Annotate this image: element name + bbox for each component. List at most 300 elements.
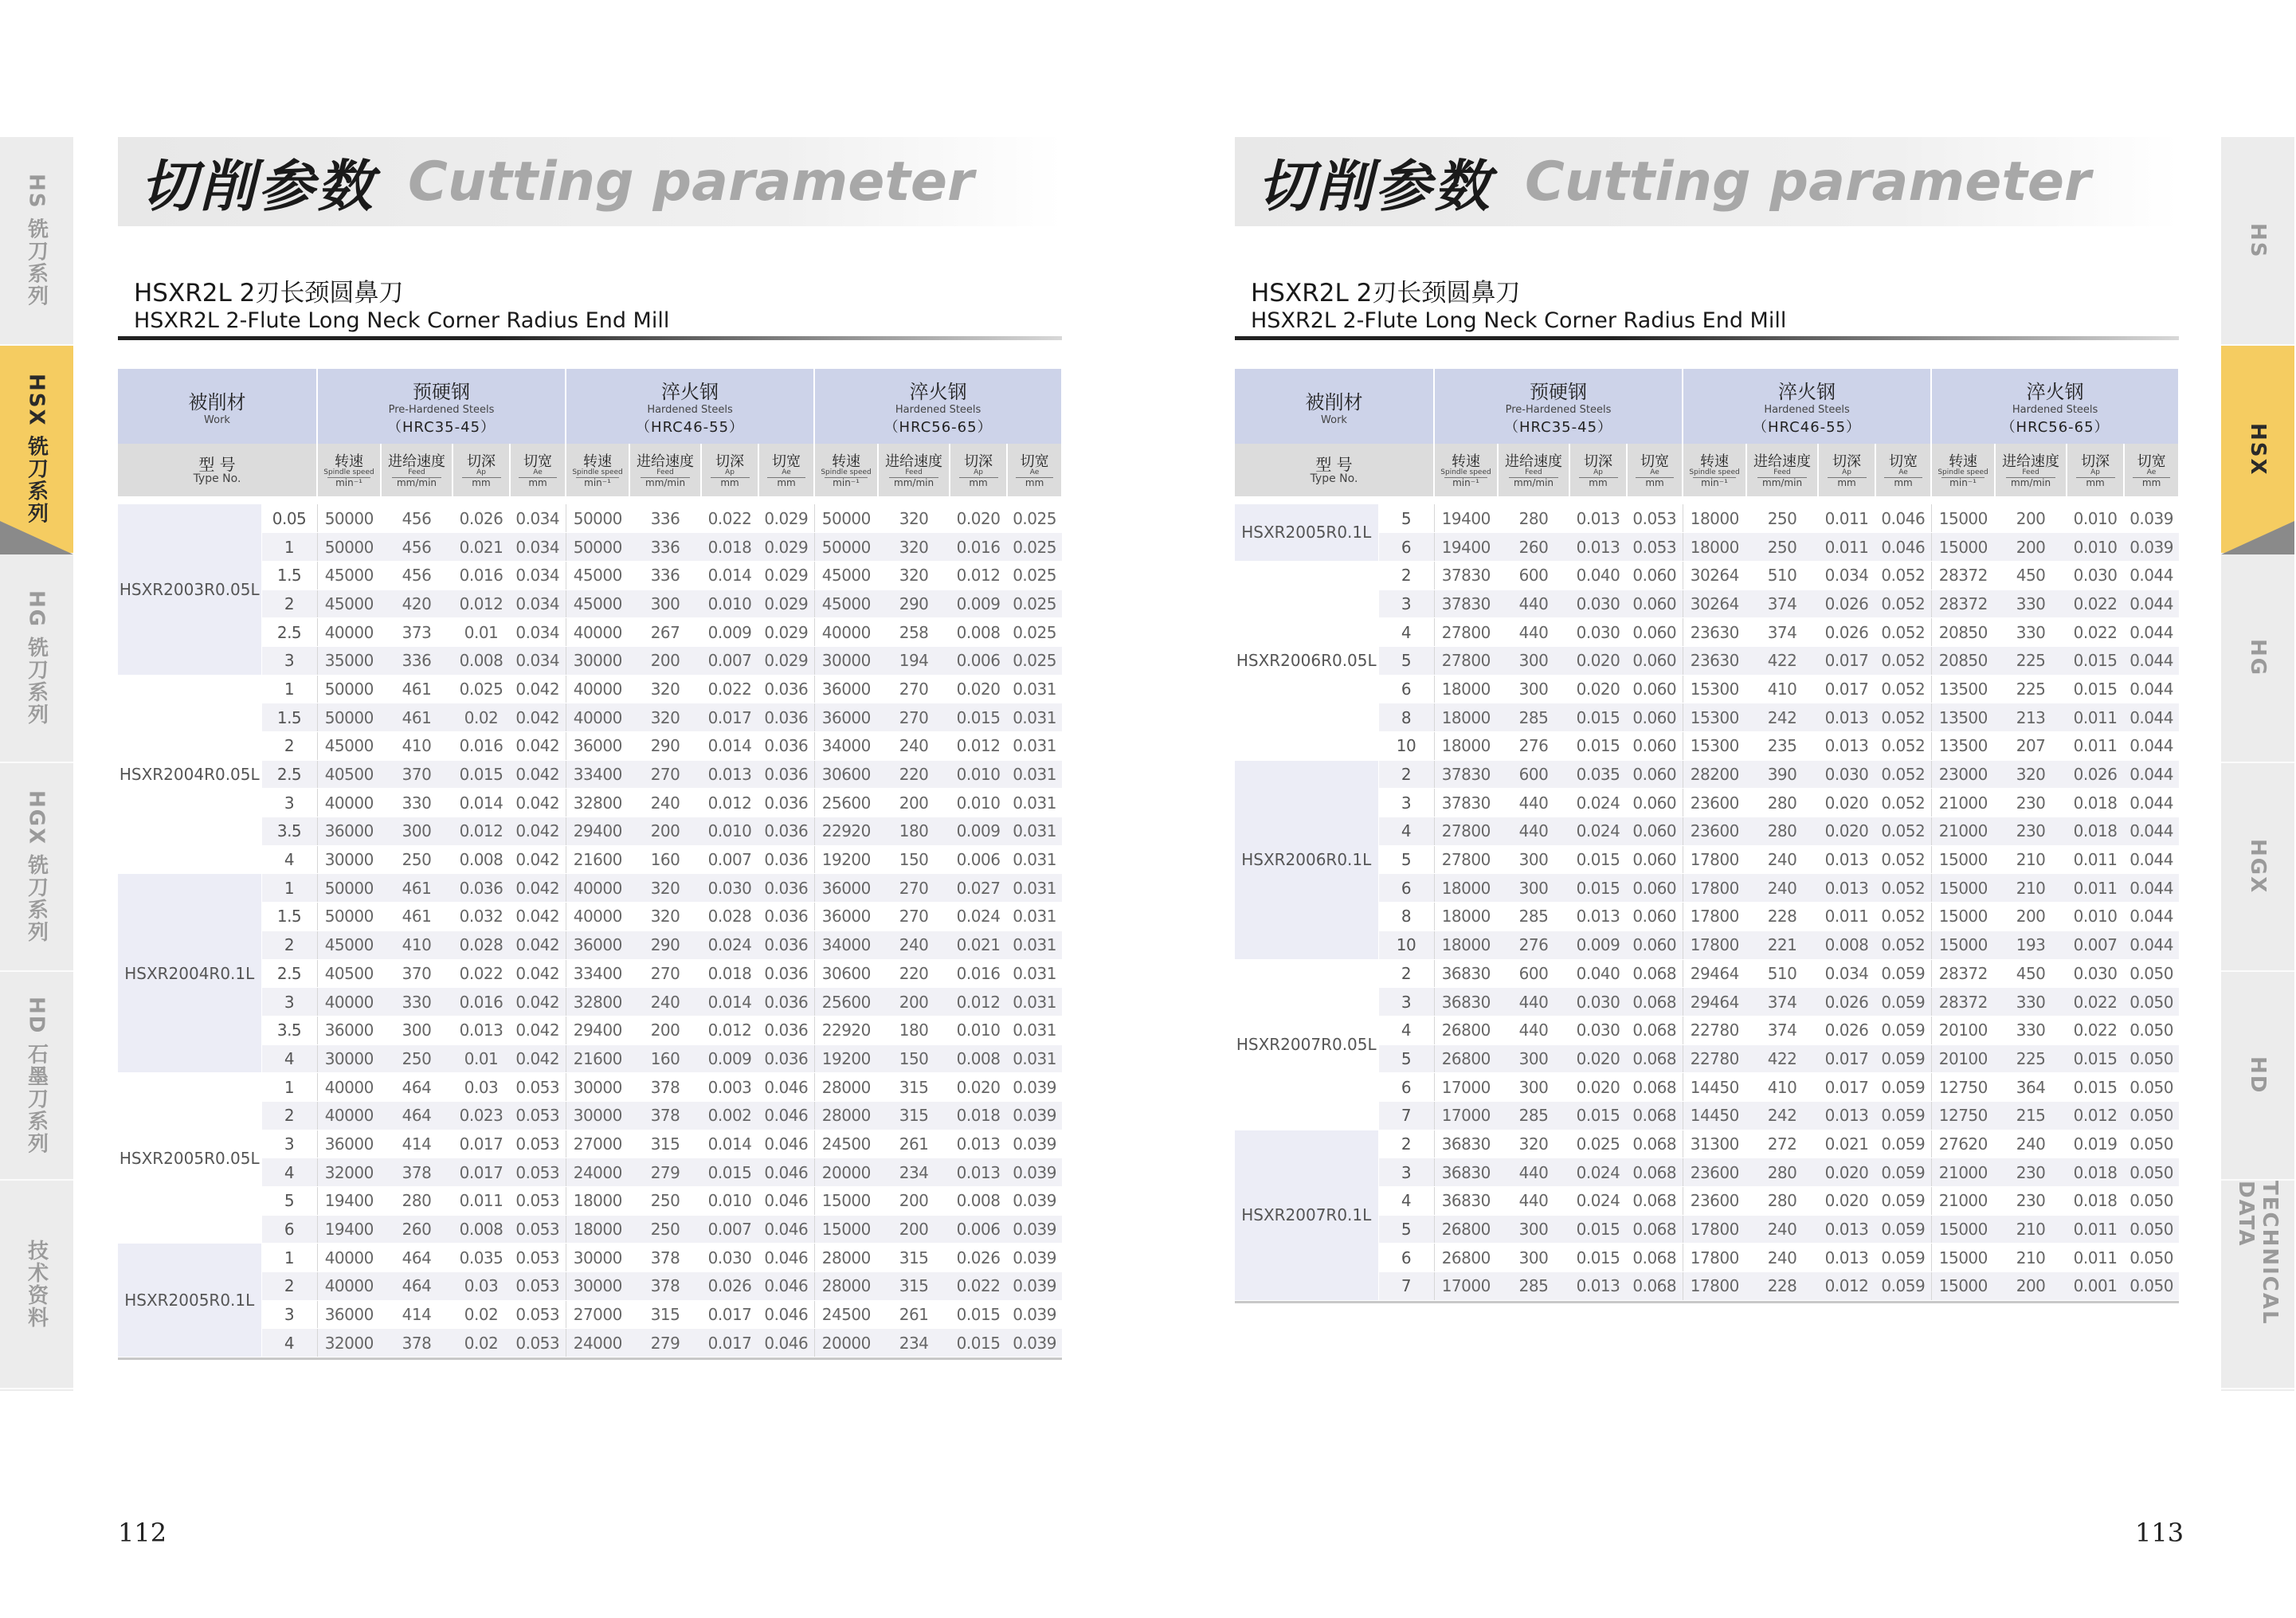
value-cell: 0.008: [453, 845, 510, 874]
value-cell: 510: [1746, 959, 1818, 988]
value-cell: 220: [878, 959, 950, 988]
diameter-cell: 2: [1378, 561, 1434, 590]
value-cell: 0.036: [758, 732, 814, 761]
type-header: [1235, 444, 1434, 496]
value-cell: 0.008: [950, 1044, 1007, 1073]
diameter-cell: 4: [261, 1044, 317, 1073]
param-en: Spindle speed: [821, 468, 872, 477]
left-page: [118, 137, 1062, 1360]
value-cell: 200: [1995, 504, 2067, 533]
type-header: [118, 444, 317, 496]
value-cell: 0.060: [1627, 590, 1683, 618]
value-cell: 37830: [1434, 789, 1498, 817]
value-cell: 20850: [1931, 646, 1995, 675]
diameter-cell: 5: [1378, 845, 1434, 874]
value-cell: 200: [878, 789, 950, 817]
value-cell: 0.060: [1627, 646, 1683, 675]
param-unit: min⁻¹: [825, 477, 868, 488]
value-cell: 0.017: [1818, 646, 1875, 675]
diameter-cell: 4: [1378, 1016, 1434, 1044]
value-cell: 0.036: [758, 675, 814, 703]
value-cell: 0.039: [1007, 1300, 1062, 1329]
param-unit: mm: [2133, 477, 2170, 488]
value-cell: 17800: [1683, 1244, 1746, 1272]
param-header: [1746, 444, 1818, 496]
value-cell: 0.008: [1818, 930, 1875, 959]
value-cell: 0.029: [758, 646, 814, 675]
value-cell: 20000: [814, 1329, 878, 1357]
value-cell: 0.015: [2067, 646, 2124, 675]
work-header: [118, 369, 317, 444]
value-cell: 21000: [1931, 817, 1995, 846]
param-en: Spindle speed: [1937, 468, 1988, 477]
value-cell: 20850: [1931, 618, 1995, 647]
value-cell: 280: [1746, 789, 1818, 817]
param-cn: 切宽: [1640, 452, 1670, 470]
value-cell: 250: [381, 1044, 453, 1073]
value-cell: 258: [878, 618, 950, 647]
diameter-cell: 8: [1378, 703, 1434, 732]
value-cell: 40000: [317, 1244, 381, 1272]
value-cell: 300: [1498, 874, 1569, 903]
value-cell: 0.020: [1818, 1187, 1875, 1216]
param-en: Feed: [656, 468, 674, 477]
type-cn: 型 号: [1315, 455, 1353, 475]
value-cell: 0.012: [701, 1016, 758, 1044]
side-tab[interactable]: [0, 763, 73, 972]
table-row: [1235, 959, 2179, 988]
value-cell: 0.011: [2067, 1215, 2124, 1244]
value-cell: 0.030: [1569, 590, 1627, 618]
value-cell: 300: [1498, 646, 1569, 675]
value-cell: 40000: [317, 1101, 381, 1130]
value-cell: 320: [878, 561, 950, 590]
value-cell: 28372: [1931, 561, 1995, 590]
param-cn: 切深: [1584, 452, 1612, 470]
value-cell: 0.025: [1007, 533, 1062, 562]
product-title-cn: HSXR2L 2刃长颈圆鼻刀: [1251, 279, 1521, 308]
value-cell: 200: [878, 988, 950, 1017]
value-cell: 0.068: [1627, 988, 1683, 1017]
value-cell: 0.053: [510, 1158, 566, 1187]
value-cell: 0.046: [758, 1329, 814, 1357]
diameter-cell: 3: [1378, 988, 1434, 1017]
value-cell: 0.032: [453, 903, 510, 931]
diameter-cell: 4: [1378, 817, 1434, 846]
param-en: Feed: [408, 468, 425, 477]
value-cell: 0.013: [453, 1016, 510, 1044]
value-cell: 23600: [1683, 1187, 1746, 1216]
value-cell: 0.052: [1875, 760, 1931, 789]
value-cell: 0.024: [701, 930, 758, 959]
diameter-cell: 3: [1378, 789, 1434, 817]
side-tab[interactable]: [0, 137, 73, 346]
value-cell: 0.02: [453, 703, 510, 732]
diameter-cell: 1: [261, 675, 317, 703]
value-cell: 225: [1995, 646, 2067, 675]
value-cell: 464: [381, 1073, 453, 1102]
value-cell: 36000: [566, 732, 629, 761]
param-header: [1007, 444, 1062, 496]
value-cell: 0.021: [453, 533, 510, 562]
value-cell: 22920: [814, 817, 878, 846]
side-tab[interactable]: [0, 1181, 73, 1389]
value-cell: 0.026: [950, 1244, 1007, 1272]
product-title-en: HSXR2L 2-Flute Long Neck Corner Radius End Mill: [134, 308, 670, 333]
side-tab[interactable]: [2221, 346, 2294, 554]
value-cell: 0.039: [1007, 1187, 1062, 1216]
value-cell: 0.015: [701, 1158, 758, 1187]
param-cn: 进给速度: [388, 452, 445, 470]
value-cell: 45000: [814, 590, 878, 618]
table-row: [118, 1073, 1062, 1102]
value-cell: 0.050: [2124, 959, 2179, 988]
value-cell: 0.014: [453, 789, 510, 817]
table-row: [118, 874, 1062, 903]
value-cell: 0.018: [2067, 817, 2124, 846]
value-cell: 0.059: [1875, 1158, 1931, 1187]
material-group-header: [1683, 369, 1931, 444]
value-cell: 0.044: [2124, 561, 2179, 590]
material-cn: 预硬钢: [413, 381, 471, 403]
side-tab-label: TECHNICAL DATA: [2234, 1181, 2282, 1326]
model-name: HSXR2007R0.1L: [1235, 1130, 1378, 1300]
value-cell: 0.068: [1627, 1101, 1683, 1130]
value-cell: 440: [1498, 590, 1569, 618]
value-cell: 0.013: [1569, 504, 1627, 533]
value-cell: 0.013: [1818, 1215, 1875, 1244]
value-cell: 456: [381, 533, 453, 562]
diameter-cell: 2: [1378, 760, 1434, 789]
value-cell: 330: [1995, 988, 2067, 1017]
value-cell: 210: [1995, 845, 2067, 874]
value-cell: 0.011: [2067, 874, 2124, 903]
value-cell: 0.053: [510, 1130, 566, 1158]
value-cell: 27800: [1434, 817, 1498, 846]
param-unit: mm/min: [1757, 477, 1807, 488]
material-en: Hardened Steels: [895, 404, 981, 416]
value-cell: 0.046: [758, 1158, 814, 1187]
value-cell: 0.020: [1569, 646, 1627, 675]
value-cell: 0.017: [453, 1158, 510, 1187]
value-cell: 0.016: [950, 959, 1007, 988]
param-cn: 转速: [1949, 452, 1978, 470]
value-cell: 0.015: [2067, 675, 2124, 703]
param-en: Ae: [1650, 468, 1659, 477]
diameter-cell: 3: [261, 789, 317, 817]
value-cell: 0.016: [453, 988, 510, 1017]
value-cell: 0.050: [2124, 1158, 2179, 1187]
value-cell: 510: [1746, 561, 1818, 590]
title-rule: [1235, 336, 2179, 340]
value-cell: 0.039: [1007, 1073, 1062, 1102]
param-cn: 切宽: [2137, 452, 2166, 470]
value-cell: 0.020: [1569, 1044, 1627, 1073]
value-cell: 330: [1995, 590, 2067, 618]
value-cell: 0.053: [510, 1272, 566, 1301]
value-cell: 17800: [1683, 1215, 1746, 1244]
diameter-cell: 2: [261, 732, 317, 761]
value-cell: 280: [381, 1187, 453, 1216]
value-cell: 40000: [566, 618, 629, 647]
side-tab[interactable]: [2221, 137, 2294, 346]
param-header: [510, 444, 566, 496]
value-cell: 15000: [1931, 845, 1995, 874]
value-cell: 234: [878, 1158, 950, 1187]
type-en: Type No.: [1310, 472, 1358, 486]
header-gap: [118, 496, 1062, 504]
param-header: [2067, 444, 2124, 496]
value-cell: 0.012: [950, 732, 1007, 761]
param-header: [1569, 444, 1627, 496]
value-cell: 27000: [566, 1130, 629, 1158]
value-cell: 272: [1746, 1130, 1818, 1158]
value-cell: 285: [1498, 903, 1569, 931]
value-cell: 0.029: [758, 561, 814, 590]
value-cell: 0.031: [1007, 732, 1062, 761]
value-cell: 279: [629, 1158, 701, 1187]
value-cell: 0.042: [510, 1044, 566, 1073]
value-cell: 200: [1995, 903, 2067, 931]
value-cell: 0.068: [1627, 1073, 1683, 1102]
material-hardness: （HRC46-55）: [636, 419, 745, 436]
param-header: [1875, 444, 1931, 496]
diameter-cell: 6: [1378, 533, 1434, 562]
diameter-cell: 6: [1378, 1244, 1434, 1272]
diameter-cell: 3: [261, 988, 317, 1017]
value-cell: 0.046: [758, 1215, 814, 1244]
value-cell: 32800: [566, 988, 629, 1017]
value-cell: 0.013: [1569, 533, 1627, 562]
value-cell: 370: [381, 959, 453, 988]
value-cell: 213: [1995, 703, 2067, 732]
value-cell: 378: [629, 1272, 701, 1301]
value-cell: 0.015: [1569, 732, 1627, 761]
value-cell: 0.017: [453, 1130, 510, 1158]
param-cn: 切深: [467, 452, 496, 470]
value-cell: 200: [878, 1215, 950, 1244]
value-cell: 0.039: [2124, 504, 2179, 533]
value-cell: 600: [1498, 760, 1569, 789]
param-header: [566, 444, 629, 496]
value-cell: 17800: [1683, 1272, 1746, 1301]
value-cell: 320: [629, 874, 701, 903]
value-cell: 210: [1995, 1215, 2067, 1244]
param-cn: 切宽: [1020, 452, 1049, 470]
value-cell: 0.021: [1818, 1130, 1875, 1158]
value-cell: 0.059: [1875, 988, 1931, 1017]
value-cell: 240: [1995, 1130, 2067, 1158]
value-cell: 270: [629, 760, 701, 789]
value-cell: 320: [629, 675, 701, 703]
value-cell: 0.015: [1569, 703, 1627, 732]
value-cell: 15000: [1931, 504, 1995, 533]
value-cell: 300: [1498, 1244, 1569, 1272]
value-cell: 280: [1746, 1158, 1818, 1187]
value-cell: 330: [1995, 618, 2067, 647]
value-cell: 0.052: [1875, 817, 1931, 846]
value-cell: 50000: [814, 533, 878, 562]
value-cell: 0.031: [1007, 1044, 1062, 1073]
value-cell: 0.028: [453, 930, 510, 959]
header-row-params: [1235, 444, 2179, 496]
value-cell: 320: [629, 903, 701, 931]
value-cell: 30000: [317, 845, 381, 874]
value-cell: 0.015: [1569, 845, 1627, 874]
value-cell: 0.012: [950, 561, 1007, 590]
value-cell: 0.042: [510, 817, 566, 846]
table-body: [1235, 504, 2179, 1300]
value-cell: 0.023: [453, 1101, 510, 1130]
value-cell: 50000: [566, 504, 629, 533]
value-cell: 300: [1498, 845, 1569, 874]
diameter-cell: 1: [261, 1073, 317, 1102]
value-cell: 50000: [317, 675, 381, 703]
side-tab[interactable]: [2221, 972, 2294, 1181]
value-cell: 250: [1746, 504, 1818, 533]
value-cell: 240: [878, 732, 950, 761]
value-cell: 0.036: [758, 1044, 814, 1073]
value-cell: 422: [1746, 646, 1818, 675]
param-unit: mm: [1579, 477, 1618, 488]
value-cell: 600: [1498, 561, 1569, 590]
value-cell: 0.022: [701, 675, 758, 703]
value-cell: 440: [1498, 988, 1569, 1017]
param-unit: mm/min: [889, 477, 938, 488]
value-cell: 0.036: [758, 959, 814, 988]
value-cell: 279: [629, 1329, 701, 1357]
side-tab-label: HS 铣刀系列: [24, 174, 49, 308]
value-cell: 23600: [1683, 789, 1746, 817]
side-tab[interactable]: [2221, 763, 2294, 972]
value-cell: 240: [629, 988, 701, 1017]
value-cell: 0.046: [758, 1130, 814, 1158]
value-cell: 0.050: [2124, 1101, 2179, 1130]
value-cell: 0.019: [2067, 1130, 2124, 1158]
param-header: [1818, 444, 1875, 496]
title-cn: 切削参数: [1257, 153, 1493, 219]
value-cell: 0.030: [2067, 561, 2124, 590]
value-cell: 13500: [1931, 732, 1995, 761]
value-cell: 0.018: [950, 1101, 1007, 1130]
value-cell: 378: [629, 1073, 701, 1102]
value-cell: 0.036: [758, 903, 814, 931]
header-row-params: [118, 444, 1062, 496]
value-cell: 0.034: [510, 646, 566, 675]
value-cell: 31300: [1683, 1130, 1746, 1158]
value-cell: 30264: [1683, 590, 1746, 618]
side-tab[interactable]: [0, 972, 73, 1181]
value-cell: 0.009: [701, 618, 758, 647]
value-cell: 0.020: [950, 504, 1007, 533]
value-cell: 0.027: [950, 874, 1007, 903]
value-cell: 32000: [317, 1329, 381, 1357]
value-cell: 0.044: [2124, 874, 2179, 903]
value-cell: 440: [1498, 618, 1569, 647]
value-cell: 23630: [1683, 646, 1746, 675]
value-cell: 0.050: [2124, 1244, 2179, 1272]
param-header: [950, 444, 1007, 496]
value-cell: 0.011: [2067, 1244, 2124, 1272]
param-cn: 切深: [715, 452, 745, 470]
value-cell: 410: [1746, 1073, 1818, 1102]
value-cell: 24500: [814, 1130, 878, 1158]
param-unit: mm: [519, 477, 557, 488]
value-cell: 0.030: [2067, 959, 2124, 988]
value-cell: 0.050: [2124, 1272, 2179, 1301]
value-cell: 0.020: [1569, 675, 1627, 703]
diameter-cell: 1: [261, 533, 317, 562]
value-cell: 0.036: [453, 874, 510, 903]
value-cell: 0.01: [453, 1044, 510, 1073]
material-hardness: （HRC56-65）: [884, 419, 993, 436]
value-cell: 40000: [317, 1073, 381, 1102]
side-tab-label: HGX 铣刀系列: [24, 789, 49, 944]
value-cell: 0.031: [1007, 959, 1062, 988]
value-cell: 290: [878, 590, 950, 618]
value-cell: 364: [1995, 1073, 2067, 1102]
table-row: [1235, 504, 2179, 533]
value-cell: 36000: [566, 930, 629, 959]
side-tab[interactable]: [0, 554, 73, 763]
material-en: Hardened Steels: [647, 404, 733, 416]
value-cell: 180: [878, 817, 950, 846]
side-tab[interactable]: [0, 346, 73, 554]
value-cell: 0.060: [1627, 703, 1683, 732]
param-cn: 转速: [583, 452, 613, 470]
value-cell: 0.036: [758, 817, 814, 846]
value-cell: 40500: [317, 760, 381, 789]
diameter-cell: 4: [1378, 1187, 1434, 1216]
diameter-cell: 3: [261, 1300, 317, 1329]
value-cell: 40000: [566, 903, 629, 931]
value-cell: 0.018: [2067, 1187, 2124, 1216]
side-tab[interactable]: [2221, 554, 2294, 763]
value-cell: 374: [1746, 1016, 1818, 1044]
value-cell: 230: [1995, 1158, 2067, 1187]
value-cell: 40000: [566, 703, 629, 732]
value-cell: 600: [1498, 959, 1569, 988]
value-cell: 0.053: [1627, 533, 1683, 562]
value-cell: 210: [1995, 1244, 2067, 1272]
value-cell: 0.060: [1627, 618, 1683, 647]
value-cell: 0.039: [1007, 1158, 1062, 1187]
value-cell: 0.031: [1007, 874, 1062, 903]
value-cell: 0.014: [701, 1130, 758, 1158]
value-cell: 17800: [1683, 845, 1746, 874]
value-cell: 0.042: [510, 760, 566, 789]
value-cell: 26800: [1434, 1044, 1498, 1073]
side-tab[interactable]: [2221, 1181, 2294, 1389]
value-cell: 0.009: [950, 817, 1007, 846]
value-cell: 0.03: [453, 1073, 510, 1102]
value-cell: 0.009: [701, 1044, 758, 1073]
value-cell: 0.042: [510, 988, 566, 1017]
value-cell: 19400: [1434, 533, 1498, 562]
value-cell: 0.018: [701, 959, 758, 988]
value-cell: 18000: [1434, 732, 1498, 761]
value-cell: 0.068: [1627, 1244, 1683, 1272]
material-group-header: [317, 369, 566, 444]
value-cell: 0.036: [758, 789, 814, 817]
value-cell: 0.036: [758, 874, 814, 903]
value-cell: 50000: [814, 504, 878, 533]
diameter-cell: 6: [261, 1215, 317, 1244]
value-cell: 0.042: [510, 874, 566, 903]
header-gap: [1235, 496, 2179, 504]
diameter-cell: 5: [1378, 646, 1434, 675]
value-cell: 0.042: [510, 903, 566, 931]
